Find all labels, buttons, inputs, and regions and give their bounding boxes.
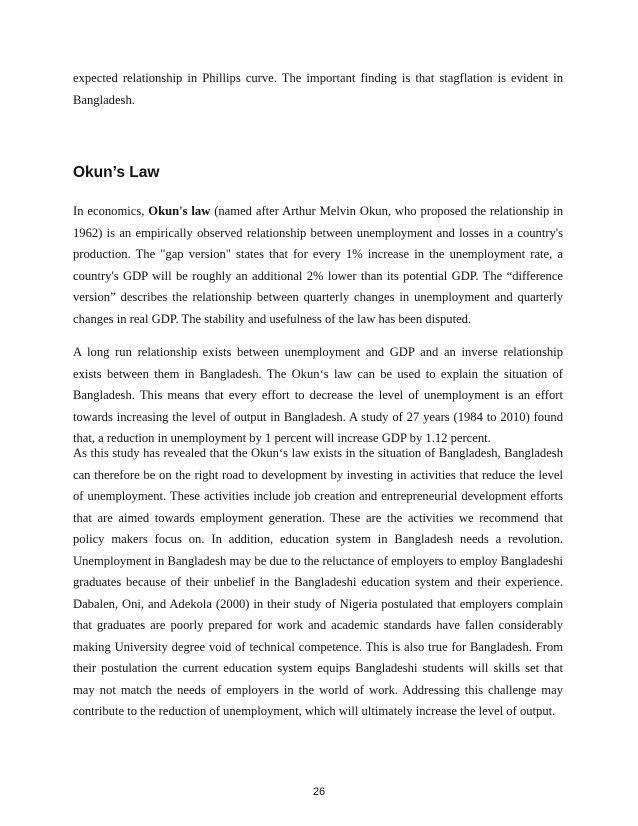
paragraph-okun-definition <box>73 201 563 330</box>
intro-text: expected relationship in Phillips curve. The important finding is that stagflation is evident in Bangladesh. <box>73 71 563 107</box>
paragraph-recommendations-text: As this study has revealed that the Okun‘s law exists in the situation of Bangladesh, Bangladesh can therefore be on the right road to development by investing in activities that reduce the level of unemployment. These activities include job creation and entrepreneurial development efforts that are aimed towards employment generation. These are the activities we recommend that policy makers focus on. In addition, education system in Bangladesh needs a revolution. Unemployment in Bangladesh may be due to the reluctance of employers to employ Bangladeshi graduates because of their unbelief in the Bangladeshi education system and their experience. Dabalen, Oni, and Adekola (2000) in their study of Nigeria postulated that employers complain that graduates are poorly prepared for work and academic standards have fallen considerably making University degree void of technical competence. This is also true for Bangladesh. From their postulation the current education system equips Bangladeshi students will skills set that may not match the needs of employers in the world of work. Addressing this challenge may contribute to the reduction of unemployment, which will ultimately increase the level of output. <box>73 446 563 718</box>
okun-law-bold-term: Okun's law <box>148 204 211 218</box>
page-number: 26 <box>312 786 326 798</box>
intro-paragraph <box>73 68 563 111</box>
section-heading: Okun’s Law <box>73 164 160 181</box>
paragraph-rest-text: (named after Arthur Melvin Okun, who proposed the relationship in 1962) is an empirically observed relationship between unemployment and losses in a country's production. The "gap version" states that for every 1% increase in the unemployment rate, a country's GDP will be roughly an additional 2% lower than its potential GDP. The “difference version” describes the relationship between quarterly changes in unemployment and quarterly changes in real GDP. The stability and usefulness of the law has been disputed. <box>73 204 563 326</box>
paragraph-bangladesh-relationship-text: A long run relationship exists between unemployment and GDP and an inverse relationship exists between them in Bangladesh. The Okun‘s law can be used to explain the situation of Bangladesh. This means that every effort to decrease the level of unemployment is an effort towards increasing the level of output in Bangladesh. A study of 27 years (1984 to 2010) found that, a reduction in unemployment by 1 percent will increase GDP by 1.12 percent. <box>73 345 563 445</box>
paragraph-lead-text: In economics, <box>73 204 149 218</box>
paragraph-bangladesh-relationship <box>73 342 563 450</box>
paragraph-okun-definition-text <box>73 201 563 330</box>
paragraph-recommendations <box>73 443 563 723</box>
